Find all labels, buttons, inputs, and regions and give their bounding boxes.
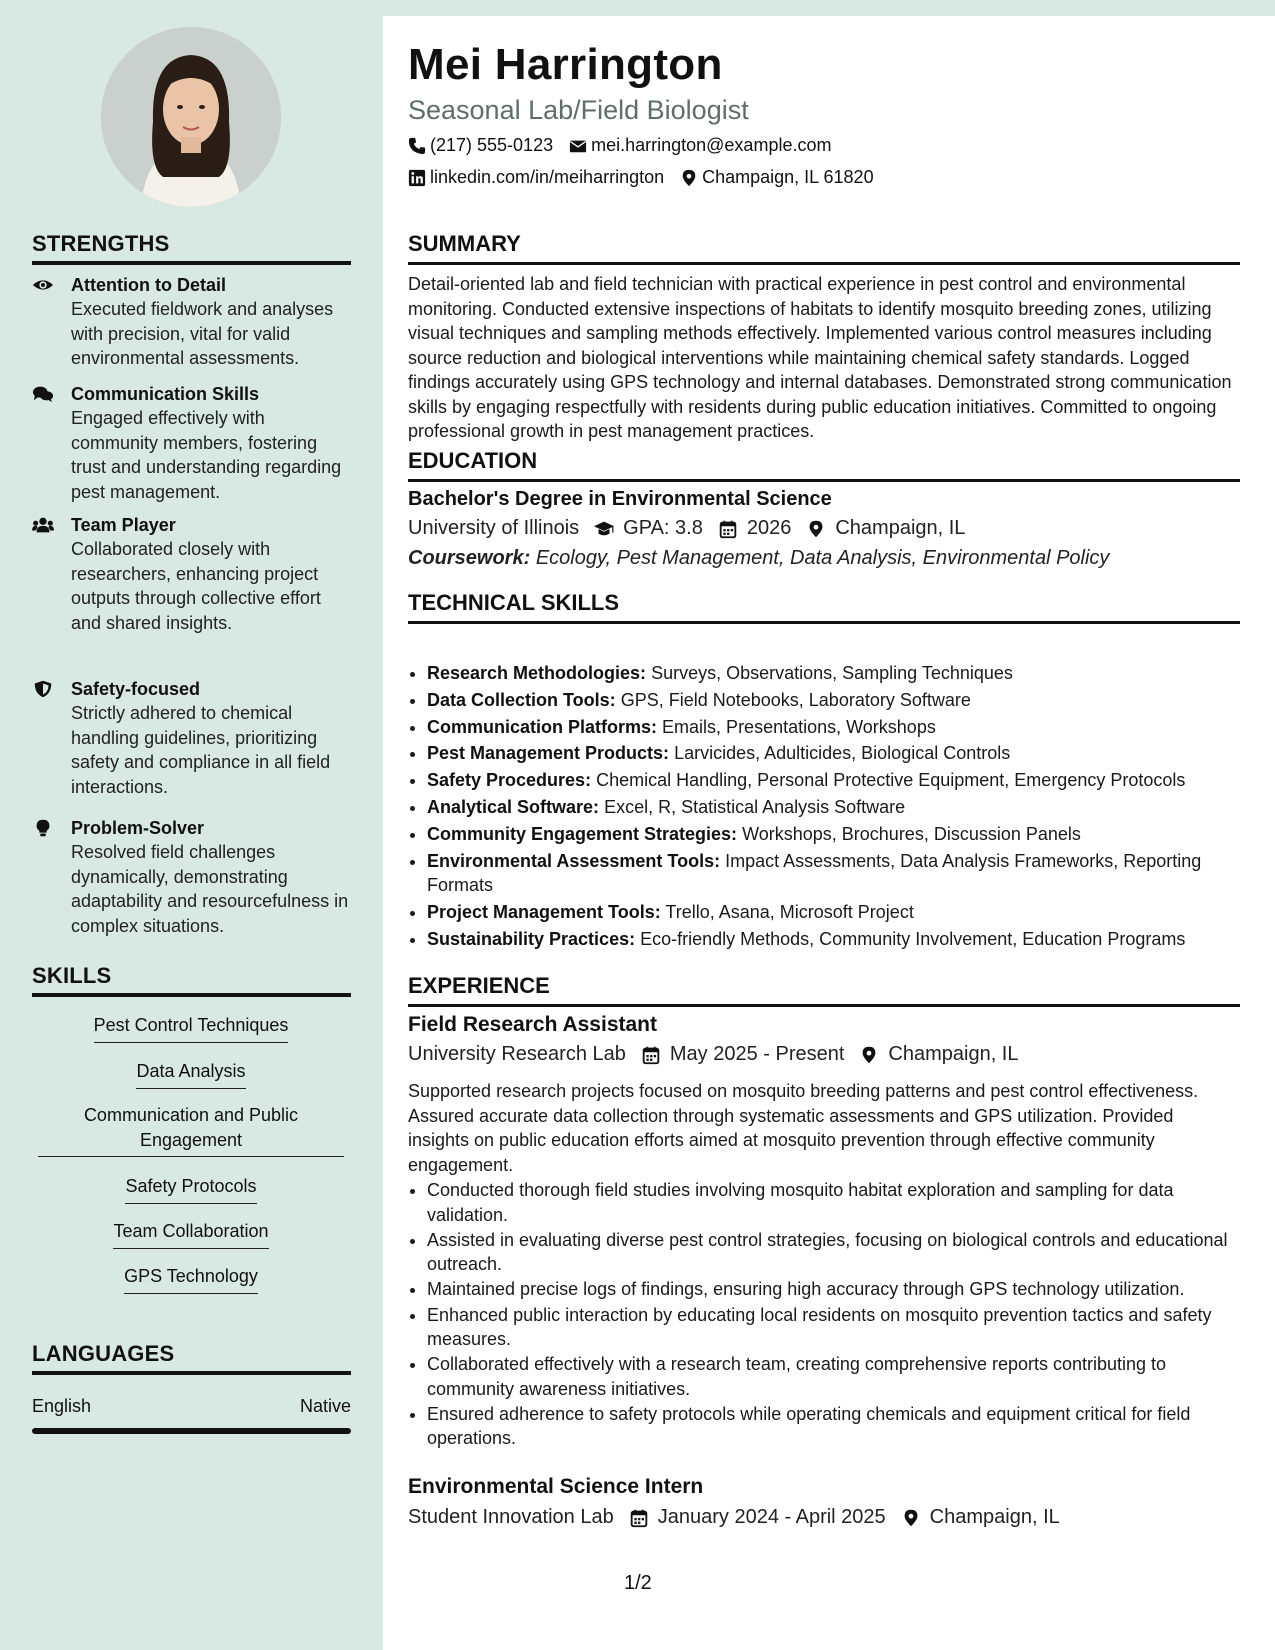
strengths-heading: STRENGTHS [32,231,351,265]
strength-item [32,677,352,799]
list-item: • Conducted thorough field studies involving mosquito habitat exploration and sampling for data validation. [427,1178,1257,1227]
lightbulb-icon [32,818,56,838]
phone-contact[interactable] [408,135,553,156]
candidate-name: Mei Harrington [408,40,723,89]
job-meta [408,1506,1074,1529]
email-contact[interactable] [569,135,831,156]
skill-item: Team Collaboration [38,1219,344,1249]
skills-heading: SKILLS [32,963,351,997]
page-number: 1/2 [624,1572,652,1594]
email-text: mei.harrington@example.com [591,135,832,155]
strength-item [32,273,352,371]
list-item: • Environmental Assessment Tools: Impact Assessments, Data Analysis Frameworks, Reporting Formats [427,849,1257,898]
comments-icon [32,384,56,404]
phone-text: (217) 555-0123 [430,135,554,155]
skill-item: GPS Technology [38,1264,344,1294]
list-item: • Research Methodologies: Surveys, Observations, Sampling Techniques [427,661,1257,686]
contact-row-1 [408,135,847,156]
graduation-cap-icon [593,519,615,539]
list-item: • Pest Management Products: Larvicides, Adulticides, Biological Controls [427,741,1257,766]
avatar [101,27,281,207]
location-contact [680,167,873,188]
map-pin-icon [805,519,827,539]
strength-desc: Collaborated closely with researchers, enhancing project outputs through collective effort and shared insights. [71,539,321,633]
list-item: • Assisted in evaluating diverse pest control strategies, focusing on biological controls and educational outreach. [427,1228,1257,1277]
technical-skills-heading: TECHNICAL SKILLS [408,590,1240,624]
calendar-icon [717,519,739,539]
list-item: • Sustainability Practices: Eco-friendly Methods, Community Involvement, Education Programs [427,927,1257,952]
strength-title: Attention to Detail [71,275,226,295]
list-item: • Analytical Software: Excel, R, Statistical Analysis Software [427,795,1257,820]
skill-item: Safety Protocols [38,1174,344,1204]
list-item: • Project Management Tools: Trello, Asana, Microsoft Project [427,900,1257,925]
summary-text: Detail-oriented lab and field technician with practical experience in pest control and environmental monitoring. Conducted extensive inspections of habitats to identify mosquito breeding zones, utilizing visual techniques and sampling methods effectively. Implemented various control measures including source reduction and biological interventions while maintaining chemical safety standards. Logged findings accurately using GPS technology and internal databases. Demonstrated strong communication skills by engaging respectfully with residents during public education initiatives. Committed to ongoing professional growth in pest management practices. [408,274,1232,441]
calendar-icon [628,1508,650,1528]
job-title: Field Research Assistant [408,1013,657,1036]
strength-desc: Strictly adhered to chemical handling guidelines, prioritizing safety and compliance in all field interactions. [71,703,331,797]
list-item: • Safety Procedures: Chemical Handling, Personal Protective Equipment, Emergency Protocols [427,768,1257,793]
language-row [32,1396,351,1417]
list-item: • Collaborated effectively with a research team, creating comprehensive reports contributing to community awareness initiatives. [427,1352,1257,1401]
strength-title: Communication Skills [71,384,260,404]
school-name: University of Illinois [408,517,580,539]
strength-desc: Executed fieldwork and analyses with precision, vital for valid environmental assessments. [71,299,334,368]
job-location: Champaign, IL [888,1043,1019,1065]
degree-title: Bachelor's Degree in Environmental Science [408,488,832,510]
skill-item: Pest Control Techniques [38,1013,344,1043]
list-item: • Communication Platforms: Emails, Presentations, Workshops [427,715,1257,740]
job-dates: May 2025 - Present [669,1043,845,1065]
strength-title: Team Player [71,515,176,535]
strength-desc: Engaged effectively with community members, fostering trust and understanding regarding pest management. [71,408,342,502]
job-location: Champaign, IL [929,1506,1060,1528]
calendar-icon [640,1045,662,1065]
map-pin-icon [900,1508,922,1528]
job-summary: Supported research projects focused on mosquito breeding patterns and pest control effectiveness. Assured accurate data collection through systematic assessments and GPS utilization. Provided insights on public education efforts aimed at mosquito prevention through effective community engagement. [408,1081,1199,1175]
strength-item [32,513,352,635]
shield-icon [32,679,56,699]
map-pin-icon [858,1045,880,1065]
company-name: University Research Lab [408,1043,626,1065]
linkedin-text: linkedin.com/in/meiharrington [430,167,665,187]
language-level-bar [32,1428,351,1434]
strength-item [32,816,352,938]
phone-icon [408,137,426,155]
linkedin-contact[interactable] [408,167,664,188]
strength-title: Safety-focused [71,679,201,699]
job-title: Environmental Science Intern [408,1475,704,1498]
list-item: • Enhanced public interaction by educating local residents on mosquito prevention tactics and safety measures. [427,1303,1257,1352]
technical-skills-list [408,661,1257,953]
education-location: Champaign, IL [835,517,966,539]
languages-heading: LANGUAGES [32,1341,351,1375]
summary-heading: SUMMARY [408,231,1240,265]
experience-heading: EXPERIENCE [408,973,1240,1007]
gpa-text: GPA: 3.8 [623,517,703,539]
list-item: • Maintained precise logs of findings, ensuring high accuracy through GPS technology utilization. [427,1277,1257,1302]
list-item: • Community Engagement Strategies: Workshops, Brochures, Discussion Panels [427,822,1257,847]
language-level: Native [299,1396,351,1416]
job-dates: January 2024 - April 2025 [657,1506,886,1528]
job-bullets [408,1178,1257,1452]
skill-item: Communication and Public Engagement [38,1103,344,1157]
graduation-year: 2026 [746,517,792,539]
coursework-text: Ecology, Pest Management, Data Analysis, Environmental Policy [535,547,1110,569]
list-item: • Ensured adherence to safety protocols while operating chemicals and equipment critical for field operations. [427,1402,1257,1451]
coursework-label: Coursework: [408,547,531,569]
strength-title: Problem-Solver [71,818,205,838]
education-heading: EDUCATION [408,448,1240,482]
linkedin-icon [408,169,426,187]
envelope-icon [569,137,587,155]
location-text: Champaign, IL 61820 [702,167,874,187]
list-item: • Data Collection Tools: GPS, Field Notebooks, Laboratory Software [427,688,1257,713]
strength-item [32,382,352,504]
contact-row-2 [408,167,890,188]
skill-item: Data Analysis [38,1059,344,1089]
language-name: English [32,1396,92,1416]
coursework [408,547,1109,570]
job-meta [408,1043,1032,1066]
candidate-headline: Seasonal Lab/Field Biologist [408,95,749,125]
eye-icon [32,275,56,295]
education-meta [408,517,979,540]
strength-desc: Resolved field challenges dynamically, demonstrating adaptability and resourcefulness in complex situations. [71,842,349,936]
map-pin-icon [680,169,698,187]
users-icon [32,515,56,535]
company-name: Student Innovation Lab [408,1506,614,1528]
